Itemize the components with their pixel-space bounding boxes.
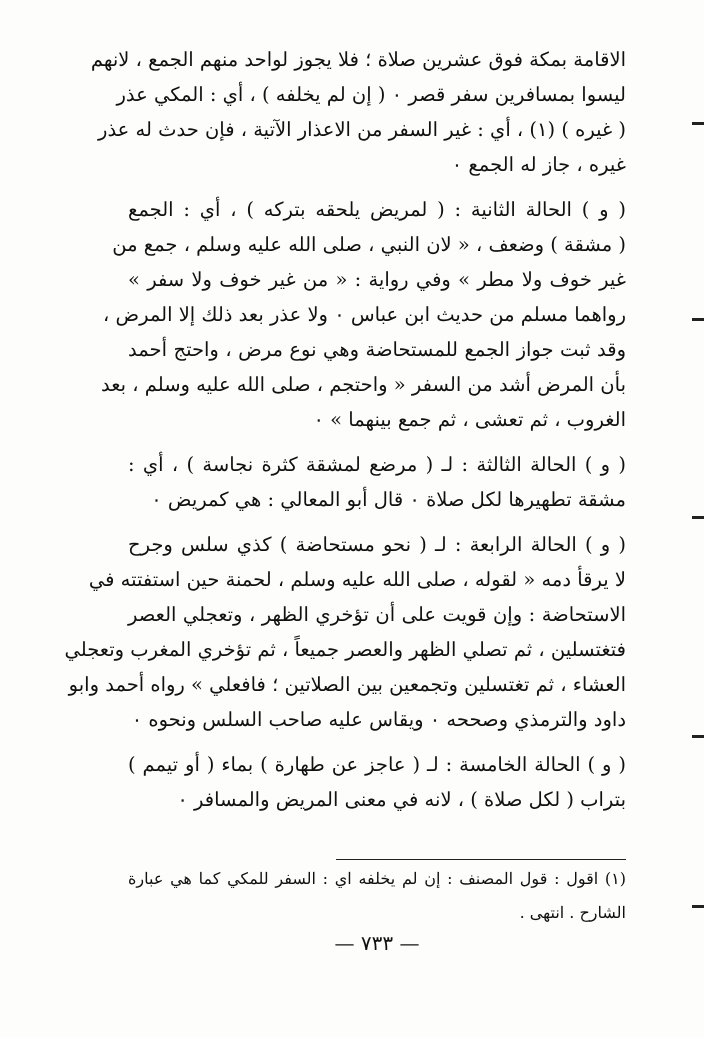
text-line: ليسوا بمسافرين سفر قصر ٠ ( إن لم يخلفه ) ، أي : المكي عذر <box>116 83 626 106</box>
scan-edge-mark <box>692 735 704 738</box>
text-line: الاستحاضة : وإن قويت على أن تؤخري الظهر ، وتعجلي العصر <box>128 603 626 626</box>
text-line: مشقة تطهيرها لكل صلاة ٠ قال أبو المعالي : هي كمريض ٠ <box>151 488 626 511</box>
footnote-divider <box>336 859 626 860</box>
text-line: غير خوف ولا مطر » وفي رواية : « من غير خوف ولا سفر » <box>128 268 626 291</box>
paragraph-5 <box>128 747 626 817</box>
text-line: رواهما مسلم من حديث ابن عباس ٠ ولا عذر بعد ذلك إلا المرض ، <box>103 303 626 326</box>
scan-edge-mark <box>692 318 704 321</box>
text-line: ( و ) الحالة الثالثة : لـ ( مرضع لمشقة كثرة نجاسة ) ، أي : <box>128 453 626 476</box>
text-line: فتغتسلين ، ثم تصلي الظهر والعصر جميعاً ، ثم تؤخري المغرب وتعجلي <box>64 638 626 661</box>
page-number: — ٧٣٣ — <box>334 931 420 955</box>
footnote-line: الشارح . انتهى . <box>519 903 626 922</box>
text-line: لا يرقأ دمه « لقوله ، صلى الله عليه وسلم ، لحمنة حين استفتته في <box>88 568 626 591</box>
text-line: داود والترمذي وصححه ٠ ويقاس عليه صاحب السلس ونحوه ٠ <box>131 708 626 731</box>
text-line: الاقامة بمكة فوق عشرين صلاة ؛ فلا يجوز لواحد منهم الجمع ، لانهم <box>90 48 626 71</box>
paragraph-2 <box>101 192 626 437</box>
text-line: ( و ) الحالة الخامسة : لـ ( عاجز عن طهارة ) بماء ( أو تيمم ) <box>128 753 626 776</box>
scan-edge-mark <box>692 122 704 125</box>
text-line: ( غيره ) (١) ، أي : غير السفر من الاعذار الآتية ، فإن حدث له عذر <box>98 118 626 141</box>
footnote <box>128 862 626 930</box>
text-line: بتراب ( لكل صلاة ) ، لانه في معنى المريض والمسافر ٠ <box>177 788 626 811</box>
text-line: ( و ) الحالة الرابعة : لـ ( نحو مستحاضة ) كذي سلس وجرح <box>128 533 626 556</box>
scan-edge-mark <box>692 905 704 908</box>
main-text <box>64 42 626 817</box>
text-line: وقد ثبت جواز الجمع للمستحاضة وهي نوع مرض ، واحتج أحمد <box>128 338 626 361</box>
text-line: غيره ، جاز له الجمع ٠ <box>451 153 626 176</box>
text-line: ( و ) الحالة الثانية : ( لمريض يلحقه بتركه ) ، أي : الجمع <box>128 198 626 221</box>
text-line: العشاء ، ثم تغتسلين وتجمعين بين الصلاتين ؛ فافعلي » رواه أحمد وابو <box>68 673 626 696</box>
footnote-line: (١) اقول : قول المصنف : إن لم يخلفه اي : السفر للمكي كما هي عبارة <box>128 869 626 888</box>
text-line: ( مشقة ) وضعف ، « لان النبي ، صلى الله عليه وسلم ، جمع من <box>112 233 626 256</box>
scan-edge-mark <box>692 516 704 519</box>
paragraph-3 <box>128 447 626 517</box>
text-line: بأن المرض أشد من السفر « واحتجم ، صلى الله عليه وسلم ، بعد <box>101 373 626 396</box>
text-line: الغروب ، ثم تعشى ، ثم جمع بينهما » ٠ <box>313 408 626 431</box>
paragraph-1 <box>90 42 626 182</box>
paragraph-4 <box>64 527 626 737</box>
